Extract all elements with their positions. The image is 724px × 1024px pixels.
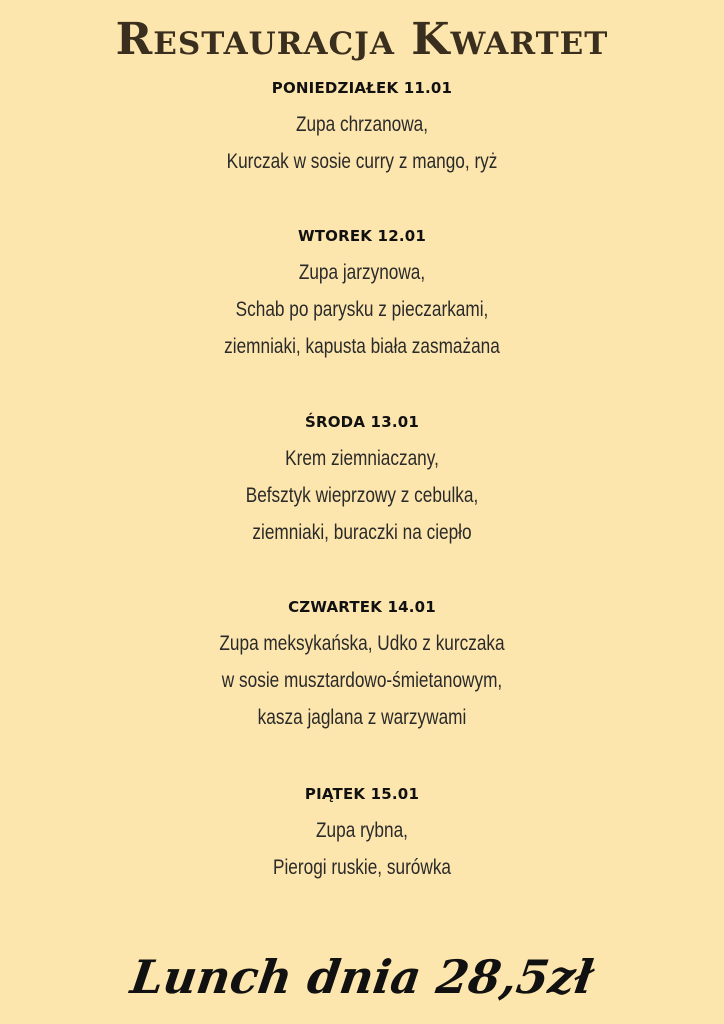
- day-section-wednesday: [0, 412, 724, 551]
- dish-line: w sosie musztardowo-śmietanowym,: [221, 669, 503, 692]
- day-section-thursday: [0, 597, 724, 736]
- dish-line: Zupa jarzynowa,: [298, 261, 426, 284]
- day-section-tuesday: [0, 226, 724, 365]
- day-heading: ŚRODA 13.01: [304, 413, 420, 431]
- dish-line: Zupa meksykańska, Udko z kurczaka: [219, 632, 505, 655]
- dish-line: Schab po parysku z pieczarkami,: [235, 298, 489, 321]
- restaurant-title: Restauracja Kwartet: [115, 14, 609, 65]
- day-heading: PONIEDZIAŁEK 11.01: [271, 79, 453, 97]
- dish-line: Befsztyk wieprzowy z cebulka,: [245, 484, 479, 507]
- dish-line: kasza jaglana z warzywami: [257, 706, 467, 729]
- day-section-friday: [0, 784, 724, 886]
- lunch-price: Lunch dnia 28,5zł: [127, 950, 597, 1004]
- dish-line: Pierogi ruskie, surówka: [272, 856, 452, 879]
- day-heading: CZWARTEK 14.01: [288, 598, 436, 616]
- dish-line: ziemniaki, buraczki na ciepło: [252, 521, 472, 544]
- day-heading: PIĄTEK 15.01: [304, 785, 420, 803]
- dish-line: Kurczak w sosie curry z mango, ryż: [226, 150, 498, 173]
- dish-line: Zupa chrzanowa,: [295, 113, 429, 136]
- dish-line: Zupa rybna,: [316, 819, 408, 842]
- dish-line: Krem ziemniaczany,: [285, 447, 439, 470]
- day-section-monday: [0, 78, 724, 180]
- dish-line: ziemniaki, kapusta biała zasmażana: [224, 335, 500, 358]
- day-heading: WTOREK 12.01: [297, 227, 427, 245]
